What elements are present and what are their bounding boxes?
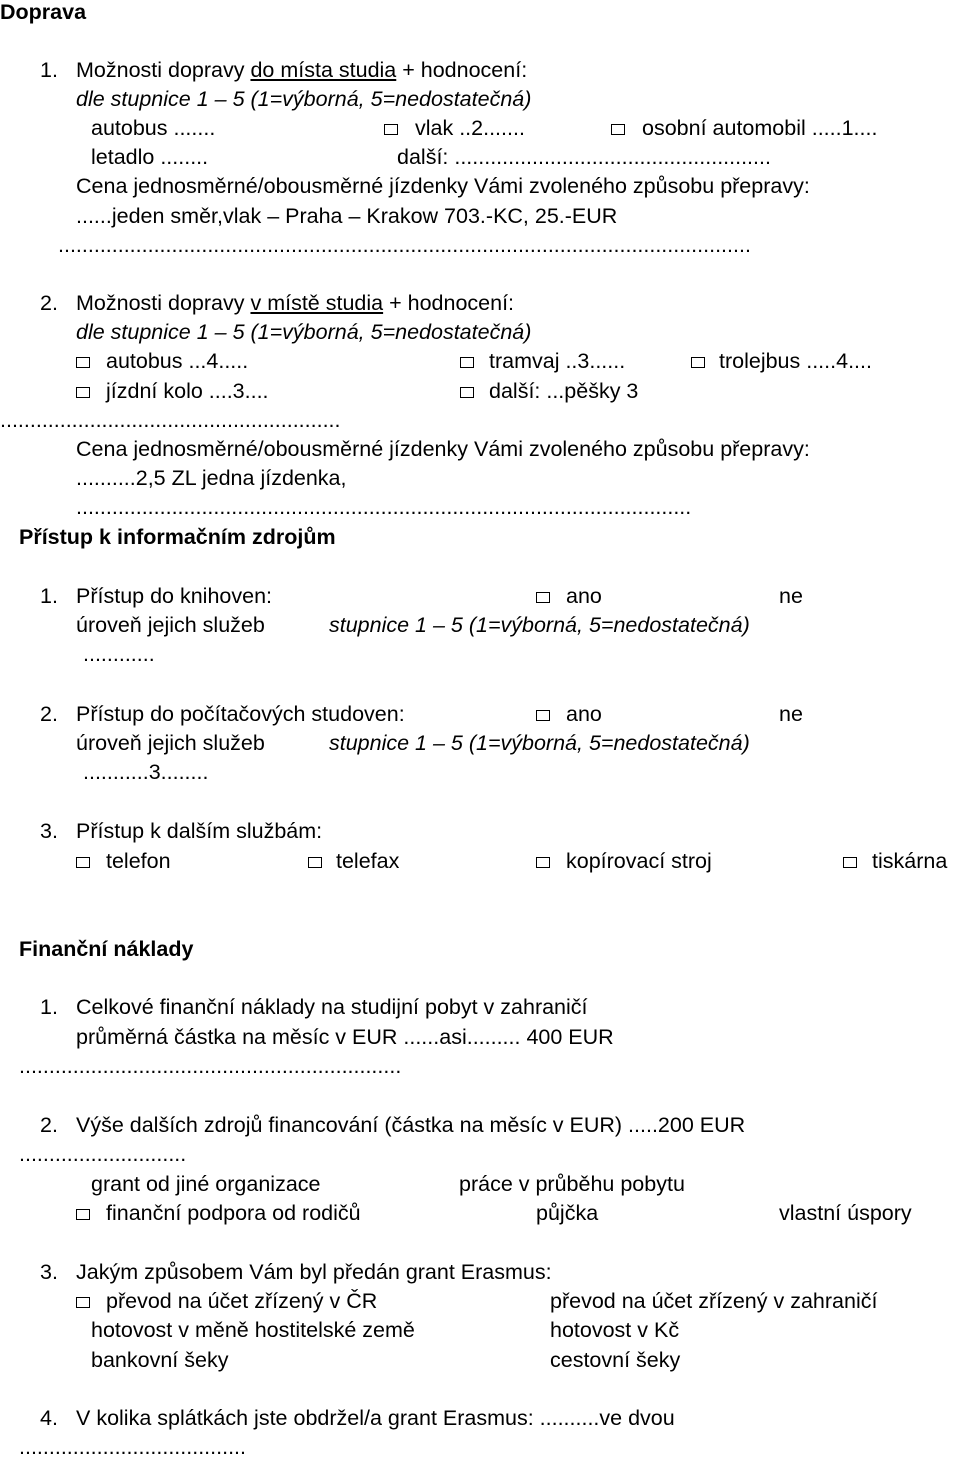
i2-uroven: úroveň jejich služeb [76,731,265,755]
s2-dotted-line-2: ....................................................................................................... [76,495,692,519]
s2-trolejbus-checkbox[interactable] [691,357,705,368]
f1-monthly-amount: průměrná částka na měsíc v EUR ......asi......... 400 EUR [76,1025,614,1049]
s2-autobus-checkbox[interactable] [76,357,90,368]
f1-number: 1. [40,995,58,1019]
s1-autobus: autobus ....... [91,116,216,140]
f2-rodice: finanční podpora od rodičů [106,1201,361,1225]
i3-tiskarna: tiskárna [872,849,948,873]
s2-kolo: jízdní kolo ....3.... [106,379,269,403]
section-heading-finance: Finanční náklady [19,937,194,961]
i2-ano: ano [566,702,602,726]
f4-question: V kolika splátkách jste obdržel/a grant Erasmus: ..........ve dvou [76,1406,675,1430]
s1-auto-checkbox[interactable] [611,124,625,135]
i1-ne: ne [779,584,803,608]
s2-kolo-checkbox[interactable] [76,387,90,398]
s1-price-answer: ......jeden směr,vlak – Praha – Krakow 703.-KC, 25.-EUR [76,204,618,228]
f2-grant: grant od jiné organizace [91,1172,321,1196]
i3-telefon-checkbox[interactable] [76,857,90,868]
f3-hotovost-hz: hotovost v měně hostitelské země [91,1318,415,1342]
f3-number: 3. [40,1260,58,1284]
f4-dotted-line: ...................................... [19,1435,246,1459]
i3-kopirka: kopírovací stroj [566,849,712,873]
s2-price-answer: ..........2,5 ZL jedna jízdenka, [76,466,347,490]
s2-price-question: Cena jednosměrné/obousměrné jízdenky Vámi zvoleného způsobu přepravy: [76,437,810,461]
f3-question: Jakým způsobem Vám byl předán grant Erasmus: [76,1260,552,1284]
i1-question: Přístup do knihoven: [76,584,273,608]
s1-dalsi: další: ..................................................... [397,145,771,169]
section-heading-info: Přístup k informačním zdrojům [19,525,336,549]
i2-ne: ne [779,702,803,726]
s1-vlak-checkbox[interactable] [384,124,398,135]
s1-scale-note: dle stupnice 1 – 5 (1=výborná, 5=nedostatečná) [76,87,532,111]
f1-question: Celkové finanční náklady na studijní pobyt v zahraničí [76,995,588,1019]
i2-ano-checkbox[interactable] [536,710,550,721]
s2-scale-note: dle stupnice 1 – 5 (1=výborná, 5=nedostatečná) [76,320,532,344]
i3-question: Přístup k dalším službám: [76,819,323,843]
page-title: Doprava [0,0,87,24]
s1-question: Možnosti dopravy do místa studia + hodnocení: [76,58,528,82]
i2-question: Přístup do počítačových studoven: [76,702,405,726]
f2-prace: práce v průběhu pobytu [459,1172,685,1196]
s1-dotted-line: .................................................................................................................... [58,233,751,257]
s1-price-question: Cena jednosměrné/obousměrné jízdenky Vámi zvoleného způsobu přepravy: [76,174,810,198]
f3-cest: cestovní šeky [550,1348,681,1372]
f3-hotovost-kc: hotovost v Kč [550,1318,680,1342]
i2-value: ...........3........ [83,760,209,784]
i3-telefax-checkbox[interactable] [308,857,322,868]
s2-dalsi-checkbox[interactable] [460,387,474,398]
f2-uspory: vlastní úspory [779,1201,912,1225]
i3-number: 3. [40,819,58,843]
i2-number: 2. [40,702,58,726]
f1-dotted-line: ................................................................ [19,1054,402,1078]
i3-kopirka-checkbox[interactable] [536,857,550,868]
i2-scale: stupnice 1 – 5 (1=výborná, 5=nedostatečná) [329,731,750,755]
s2-dalsi: další: ...pěšky 3 [489,379,639,403]
s2-tramvaj-checkbox[interactable] [460,357,474,368]
f3-bank: bankovní šeky [91,1348,229,1372]
i1-value: ............ [83,642,155,666]
i3-tiskarna-checkbox[interactable] [843,857,857,868]
i1-number: 1. [40,584,58,608]
f3-cr: převod na účet zřízený v ČR [106,1289,378,1313]
f3-cr-checkbox[interactable] [76,1297,90,1308]
f2-dotted-line: ............................ [19,1142,187,1166]
f4-number: 4. [40,1406,58,1430]
i1-uroven: úroveň jejich služeb [76,613,265,637]
s2-question: Možnosti dopravy v místě studia + hodnocení: [76,291,515,315]
s1-number: 1. [40,58,58,82]
i1-ano: ano [566,584,602,608]
i1-scale: stupnice 1 – 5 (1=výborná, 5=nedostatečná) [329,613,750,637]
s1-letadlo: letadlo ........ [91,145,209,169]
s2-trolejbus: trolejbus .....4.... [719,349,872,373]
i3-telefon: telefon [106,849,171,873]
s1-auto: osobní automobil .....1.... [642,116,878,140]
f2-number: 2. [40,1113,58,1137]
s2-number: 2. [40,291,58,315]
f2-pujcka: půjčka [536,1201,599,1225]
s2-tramvaj: tramvaj ..3...... [489,349,626,373]
s2-dotted-line: ......................................................... [0,408,341,432]
f2-question: Výše dalších zdrojů financování (částka na měsíc v EUR) .....200 EUR [76,1113,746,1137]
f2-rodice-checkbox[interactable] [76,1209,90,1220]
i1-ano-checkbox[interactable] [536,592,550,603]
s2-autobus: autobus ...4..... [106,349,249,373]
i3-telefax: telefax [336,849,400,873]
f3-zahranici: převod na účet zřízený v zahraničí [550,1289,878,1313]
s1-vlak: vlak ..2....... [415,116,525,140]
